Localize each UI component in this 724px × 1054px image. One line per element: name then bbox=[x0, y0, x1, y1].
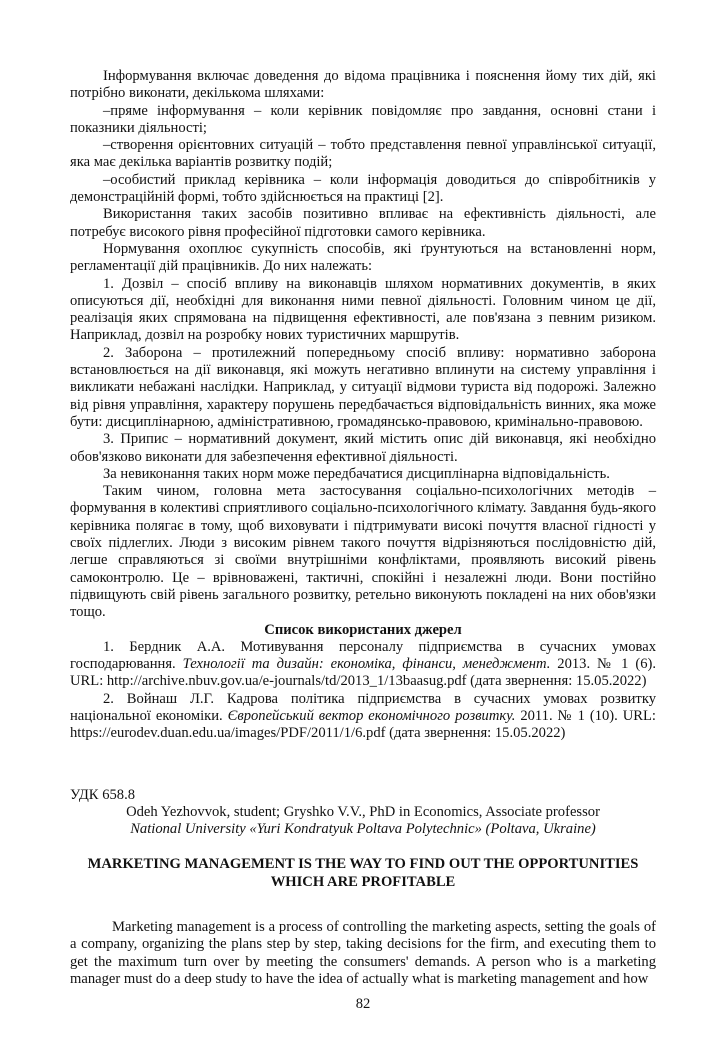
reference-text: 2. Войнаш Л.Г. Кадрова політика підприємства в сучасних умовах розвитку національної економіки. bbox=[70, 690, 656, 724]
body-paragraph: Використання таких засобів позитивно впливає на ефективність діяльності, але потребує високого рівня професійної підготовки самого керівника. bbox=[70, 206, 656, 240]
article-title-line: WHICH ARE PROFITABLE bbox=[270, 873, 456, 890]
article-title bbox=[70, 856, 656, 891]
reference-url: 2011. № 1 (10). URL: https://eurodev.duan.edu.ua/images/PDF/2011/1/6.pdf (дата звернення: 15.05.2022) bbox=[70, 707, 656, 742]
article-intro-paragraph: Marketing management is a process of controlling the marketing aspects, setting the goals of a company, organizing the plans step by step, taking decisions for the firm, and executing them to get the maximum turn over by meeting the consumers' demands. A person who is a marketing manager must do a deep study to have the idea of actually what is marketing management and how bbox=[70, 919, 656, 987]
article-affiliation: National University «Yuri Kondratyuk Poltava Polytechnic» (Poltava, Ukraine) bbox=[130, 821, 596, 838]
body-paragraph: За невиконання таких норм може передбачатися дисциплінарна відповідальність. bbox=[103, 465, 610, 482]
body-paragraph: Інформування включає доведення до відома працівника і пояснення йому тих дій, які потрібно виконати, декількома шляхами: bbox=[70, 68, 656, 102]
body-paragraph: –особистий приклад керівника – коли інформація доводиться до співробітників у демонстраційній формі, тобто здійснюється на практиці [2]. bbox=[70, 171, 656, 206]
body-paragraph: 2. Заборона – протилежний попередньому спосіб впливу: нормативно заборона встановлюється на дії виконавця, які можуть негативно вплинути на систему управління і викликати небажані наслідки. Наприклад, у ситуації відмови туриста від подорожі. Залежно від рівня управління, характеру порушень передбачається відповідальність винних, яка може бути: дисциплінарною, адміністративною, громадянсько-правовою, кримінально-правовою. bbox=[70, 344, 656, 430]
article-title-line: MARKETING MANAGEMENT IS THE WAY TO FIND OUT THE OPPORTUNITIES bbox=[87, 856, 639, 873]
body-paragraph: 1. Дозвіл – спосіб впливу на виконавців шляхом нормативних документів, в яких описуються дії, необхідні для виконання ними певної діяльності. Головним чином це дії, реалізація яких спрямована на підвищення ефективності, але пов'язана з певним ризиком. Наприклад, дозвіл на розробку нових туристичних маршрутів. bbox=[70, 275, 656, 344]
body-paragraph: –пряме інформування – коли керівник повідомляє про завдання, основні стани і показники діяльності; bbox=[70, 102, 656, 136]
references-heading: Список використаних джерел bbox=[264, 621, 462, 638]
article-authors: Odeh Yezhovvok, student; Gryshko V.V., PhD in Economics, Associate professor bbox=[126, 803, 600, 820]
reference-journal: Технології та дизайн: економіка, фінанси, менеджмент. bbox=[182, 656, 551, 673]
page-number: 82 bbox=[355, 996, 371, 1013]
body-paragraph: Нормування охоплює сукупність способів, які ґрунтуються на встановленні норм, регламентації дій працівників. До них належать: bbox=[70, 240, 656, 275]
body-paragraph: Таким чином, головна мета застосування соціально-психологічних методів – формування в колективі сприятливого соціально-психологічного клімату. Завдання будь-якого керівника полягає в тому, щоб виховувати і підтримувати високі почуття власної гідності у своїх підлеглих. Люди з високим рівнем такого почуття відрізняються послідовністю дій, легше справляються зі своїми внутрішніми конфліктами, проявляють високий рівень самоконтролю. Це – врівноважені, тактичні, спокійні і незалежні люди. Вони постійно підвищують свій рівень загального розвитку, ретельно виконують покладені на них обов'язки тощо. bbox=[70, 483, 656, 621]
udk-code: УДК 658.8 bbox=[70, 786, 136, 803]
reference-url: 2013. № 1 (6). URL: http://archive.nbuv.gov.ua/e-journals/td/2013_1/13baasug.pdf (дата звернення: 15.05.2022) bbox=[70, 656, 656, 690]
section-spacer bbox=[70, 743, 656, 787]
reference-item bbox=[70, 639, 656, 691]
body-paragraph: 3. Припис – нормативний документ, який містить опис дій виконавця, які необхідно обов'язково виконати для забезпечення ефективної діяльності. bbox=[70, 431, 656, 465]
reference-text: 1. Бердник А.А. Мотивування персоналу підприємства в сучасних умовах господарювання. bbox=[70, 638, 656, 673]
reference-item bbox=[70, 691, 656, 743]
reference-journal: Європейський вектор економічного розвитку. bbox=[227, 707, 516, 724]
body-paragraph: –створення орієнтовних ситуацій – тобто представлення певної управлінської ситуації, яка має декілька варіантів розвитку подій; bbox=[70, 137, 656, 171]
